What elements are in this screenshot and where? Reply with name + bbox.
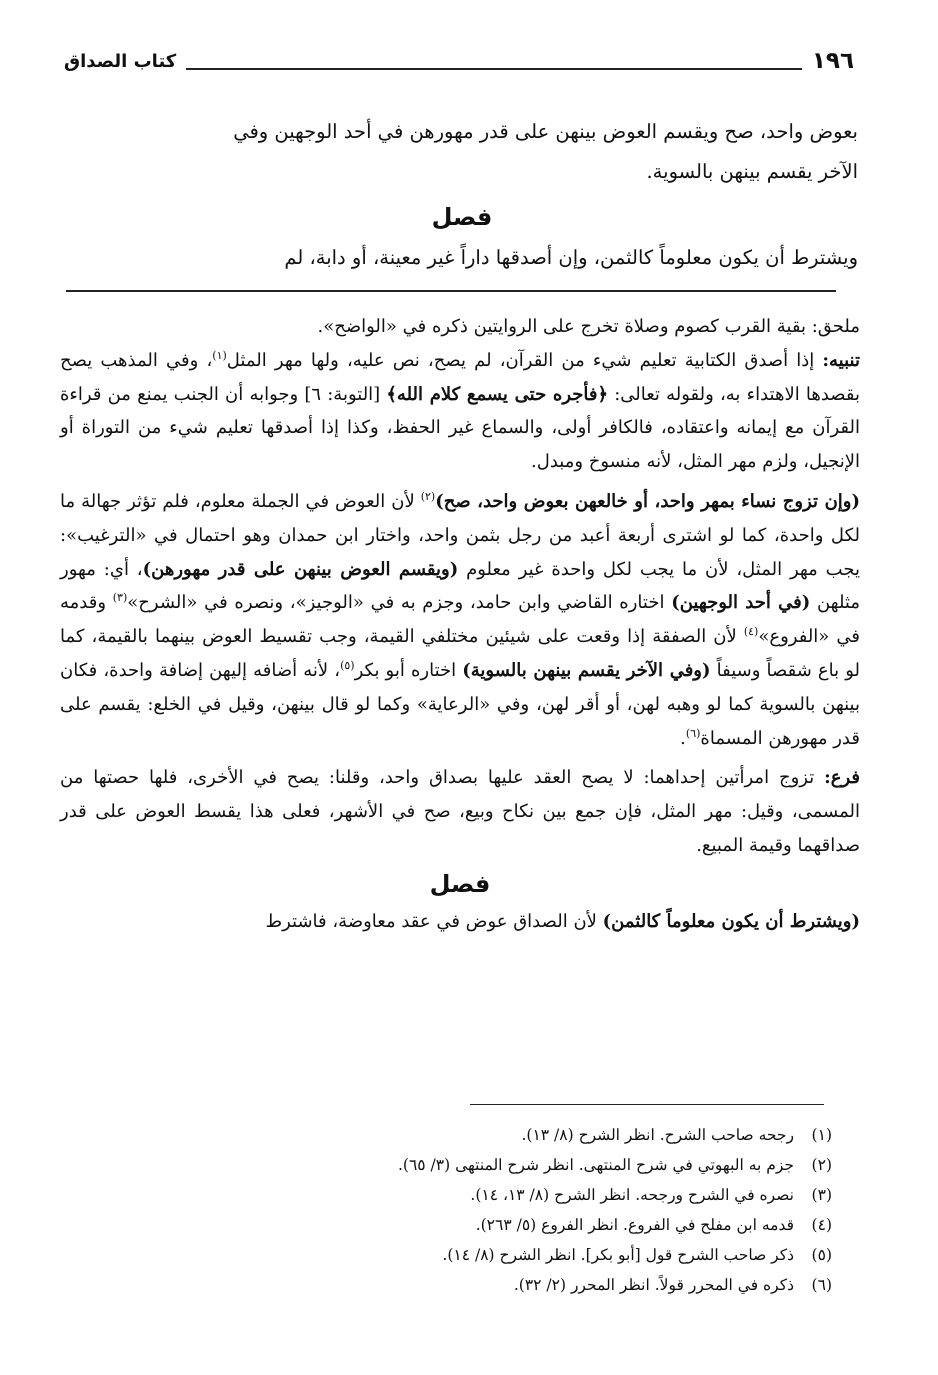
footnote-number: (٤) xyxy=(811,1216,832,1234)
matn-quote: (ويقسم العوض بينهن على قدر مهورهن) xyxy=(142,558,459,580)
main-text xyxy=(66,112,858,278)
commentary-paragraph xyxy=(60,905,860,939)
commentary-tanbih xyxy=(60,344,860,479)
footnote-ref[interactable]: (٤) xyxy=(743,625,759,639)
commentary-text: لأن الصفقة إذا وقعت على شيئين مختلفي القيمة، وجب تقسيط العوض بينهما بالقيمة، كما لو باع شقصاً وسيفاً xyxy=(60,626,861,681)
matn-quote: (ويشترط أن يكون معلوماً كالثمن) xyxy=(602,910,860,932)
far-text: تزوج امرأتين إحداهما: لا يصح العقد عليها بصداق واحد، وقلنا: يصح في الأخرى، فلها حصتها من المسمى، وقيل: مهر المثل، فإن جمع بين نكاح وبيع، صح في الأشهر، فعلى هذا يقسط العوض على قدر صداقهما وقيمة المبيع. xyxy=(60,767,860,856)
footnote xyxy=(80,1210,832,1240)
commentary-text: لأن الصداق عوض في عقد معاوضة، فاشترط xyxy=(265,910,603,932)
footnote xyxy=(80,1180,832,1210)
footnote xyxy=(80,1150,832,1180)
matn-quote: (في أحد الوجهين) xyxy=(671,592,811,614)
main-line: بعوض واحد، صح ويقسم العوض بينهن على قدر مهورهن في أحد الوجهين وفي xyxy=(233,120,858,143)
commentary-mulhaq: ملحق: بقية القرب كصوم وصلاة تخرج على الروايتين ذكره في «الواضح». xyxy=(317,316,860,337)
footnote xyxy=(80,1240,832,1270)
footnote-number: (٦) xyxy=(811,1276,832,1294)
commentary xyxy=(60,310,860,939)
commentary-text: ، لأنه أضافه إليهن إضافة واحدة، فكان بينهن بالسوية كما لو وهبه لهن، أو أقر لهن، وفي «الرعاية» وكما لو قال بينهن، وقيل في الخلع: يقسم على قدر مهورهن المسماة xyxy=(60,659,860,749)
header-rule xyxy=(186,68,802,70)
main-line: الآخر يقسم بينهن بالسوية. xyxy=(646,160,858,183)
section-heading: فصل xyxy=(431,203,493,231)
commentary-text: اختاره أبو بكر xyxy=(354,659,463,681)
footnote-number: (٢) xyxy=(811,1156,832,1174)
page-number: ١٩٦ xyxy=(811,48,854,74)
footnote-text: ذكر صاحب الشرح قول [أبو بكر]. انظر الشرح (٨/ ١٤). xyxy=(442,1246,794,1264)
commentary-paragraph xyxy=(60,485,860,755)
punctuation: . xyxy=(680,727,686,749)
footnote xyxy=(80,1270,832,1300)
commentary-far xyxy=(60,761,860,862)
footnote-ref[interactable]: (٥) xyxy=(340,658,355,672)
footnote-text: قدمه ابن مفلح في الفروع. انظر الفروع (٥/ ٢٦٣). xyxy=(475,1216,794,1234)
commentary-text: وقدمه في «الفروع» xyxy=(60,592,861,648)
footnote-ref[interactable]: (٢) xyxy=(420,489,436,503)
tanbih-label: تنبيه: xyxy=(822,349,860,371)
main-line: ويشترط أن يكون معلوماً كالثمن، وإن أصدقها داراً غير معينة، أو دابة، لم xyxy=(284,246,858,269)
text-commentary-divider xyxy=(66,290,836,292)
footnote-text: رجحه صاحب الشرح. انظر الشرح (٨/ ١٣). xyxy=(521,1126,794,1144)
footnote-ref[interactable]: (١) xyxy=(212,348,227,362)
commentary-text: اختاره القاضي وابن حامد، وجزم به في «الوجيز»، ونصره في «الشرح» xyxy=(127,592,672,614)
footnotes xyxy=(80,1120,832,1300)
footnote-text: نصره في الشرح ورجحه. انظر الشرح (٨/ ١٣، ١٤). xyxy=(470,1186,794,1204)
tanbih-text: إذا أصدق الكتابية تعليم شيء من القرآن، لم يصح، نص عليه، ولها مهر المثل xyxy=(226,349,823,371)
quran-verse: ﴿فأجره حتى يسمع كلام الله﴾ xyxy=(386,383,609,405)
footnote-ref[interactable]: (٦) xyxy=(685,726,701,740)
footnote-ref[interactable]: (٣) xyxy=(112,591,128,605)
footnote-text: جزم به البهوتي في شرح المنتهى. انظر شرح المنتهى (٣/ ٦٥). xyxy=(397,1156,794,1174)
running-header xyxy=(64,44,854,78)
book-title: كتاب الصداق xyxy=(64,50,177,72)
matn-quote: (وفي الآخر يقسم بينهن بالسوية) xyxy=(462,659,711,681)
tanbih-text: ، وفي المذهب يصح بقصدها الاهتداء به، ولقوله تعالى: xyxy=(60,349,861,405)
footnote-divider xyxy=(470,1104,824,1105)
tanbih-text: [التوبة: ٦] وجوابه أن الجنب يمنع من قراءة القرآن مع إيمانه واعتقاده، فالكافر أولى، والسماع غير الحفظ، وكذا إذا أصدقها تعليم شيء من التوراة أو الإنجيل، ولزم مهر المثل، لأنه منسوخ ومبدل. xyxy=(60,383,860,473)
far-label: فرع: xyxy=(824,767,860,789)
commentary-text: لأن العوض في الجملة معلوم، فلم تؤثر جهالة ما لكل واحدة، كما لو اشترى أربعة أعبد من رجل بثمن واحد، واختار ابن حمدان وهو احتمال في «الترغيب»: يجب مهر المثل، لأن ما يجب لكل واحدة غير معلوم xyxy=(60,490,860,580)
matn-quote: (وإن تزوج نساء بمهر واحد، أو خالعهن بعوض واحد، صح) xyxy=(435,490,860,512)
section-heading: فصل xyxy=(429,869,491,898)
footnote-text: ذكره في المحرر قولاً. انظر المحرر (٢/ ٣٢). xyxy=(513,1276,794,1294)
commentary-text: ، أي: مهور مثلهن xyxy=(60,558,861,614)
footnote-number: (١) xyxy=(811,1126,832,1144)
footnote xyxy=(80,1120,832,1150)
footnote-number: (٥) xyxy=(811,1246,832,1264)
footnote-number: (٣) xyxy=(811,1186,832,1204)
